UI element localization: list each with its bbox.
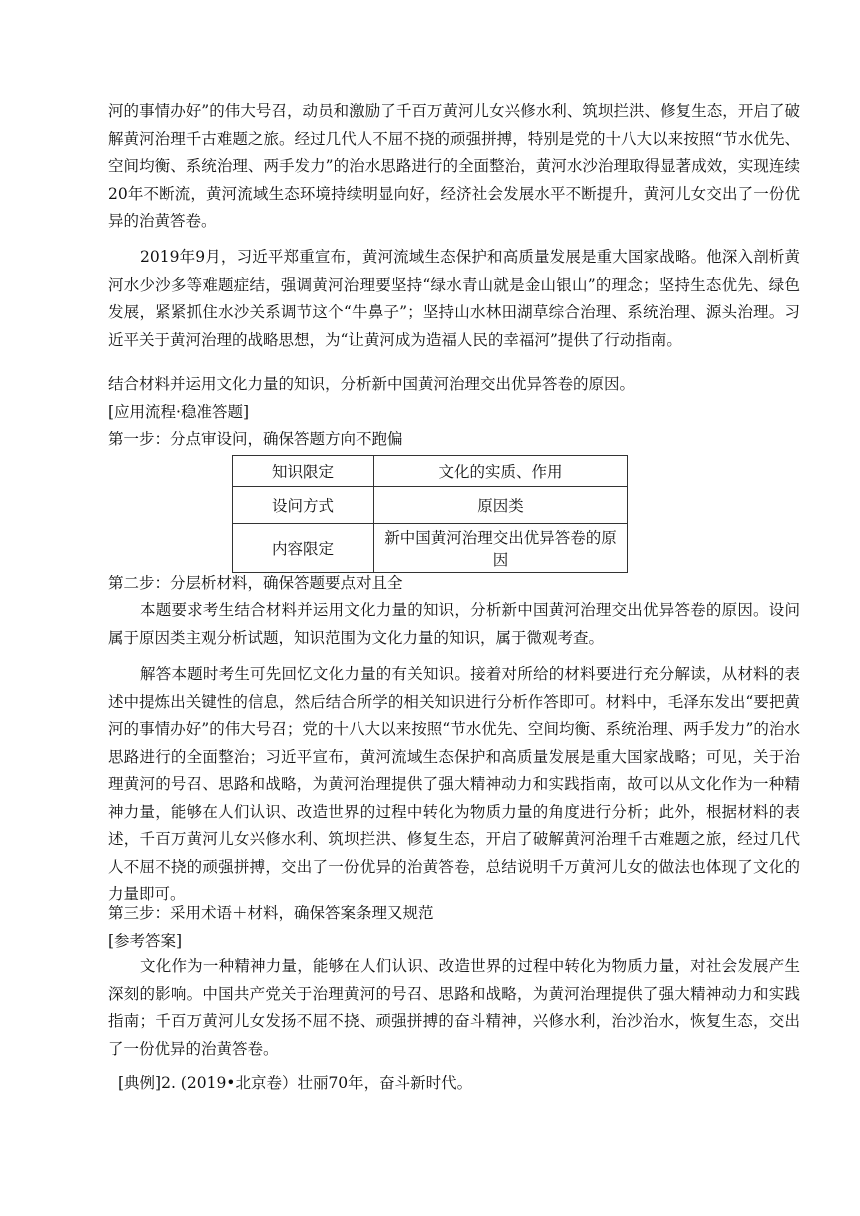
reference-answer-text: 文化作为一种精神力量，能够在人们认识、改造世界的过程中转化为物质力量，对社会发展产生深刻的影响。中国共产党关于治理黄河的号召、思路和战略，为黄河治理提供了强大精神动力和实践指南；千百万黄河儿女发扬不屈不挠、顽强拼搏的奋斗精神，兴修水利，治沙治水，恢复生态，交出了一份优异的治黄答卷。 (108, 957, 800, 1058)
example-heading: [典例]2. (2019•北京卷）壮丽70年，奋斗新时代。 (118, 1074, 473, 1092)
paragraph-material-2: 2019年9月，习近平郑重宣布，黄河流域生态保护和高质量发展是重大国家战略。他深入剖析黄河水少沙多等难题症结，强调黄河治理要坚持“绿水青山就是金山银山”的理念；坚持生态优先、绿色发展，紧紧抓住水沙关系调节这个“牛鼻子”；坚持山水林田湖草综合治理、系统治理、源头治理。习近平关于黄河治理的战略思想，为“让黄河成为造福人民的幸福河”提供了行动指南。 (108, 248, 800, 349)
step3-heading: 第三步：采用术语＋材料，确保答案条理又规范 (108, 904, 434, 922)
table-key-cell: 内容限定 (233, 524, 374, 573)
step1-heading: 第一步：分点审设问，确保答题方向不跑偏 (108, 430, 403, 448)
table-value-cell: 新中国黄河治理交出优异答卷的原因 (374, 524, 628, 573)
table-row (233, 456, 628, 487)
step2-paragraph-1: 本题要求考生结合材料并运用文化力量的知识，分析新中国黄河治理交出优异答卷的原因。设问属于原因类主观分析试题，知识范围为文化力量的知识，属于微观考查。 (108, 601, 800, 647)
table-key-cell: 知识限定 (233, 456, 374, 487)
table-row (233, 487, 628, 524)
table-value-cell: 文化的实质、作用 (374, 456, 628, 487)
table-value-cell: 原因类 (374, 487, 628, 524)
question-analysis-table (232, 455, 628, 573)
step2-paragraph-2: 解答本题时考生可先回忆文化力量的有关知识。接着对所给的材料要进行充分解读，从材料的表述中提炼出关键性的信息，然后结合所学的相关知识进行分析作答即可。材料中，毛泽东发出“要把黄河的事情办好”的伟大号召；党的十八大以来按照“节水优先、空间均衡、系统治理、两手发力”的治水思路进行的全面整治；习近平宣布，黄河流域生态保护和高质量发展是重大国家战略；可见，关于治理黄河的号召、思路和战略，为黄河治理提供了强大精神动力和实践指南，故可以从文化作为一种精神力量，能够在人们认识、改造世界的过程中转化为物质力量的角度进行分析；此外，根据材料的表述，千百万黄河儿女兴修水利、筑坝拦洪、修复生态，开启了破解黄河治理千古难题之旅，经过几代人不屈不挠的顽强拼搏，交出了一份优异的治黄答卷，总结说明千万黄河儿女的做法也体现了文化的力量即可。 (108, 665, 800, 903)
apply-flow-label: [应用流程·稳准答题] (108, 403, 250, 421)
table-row (233, 524, 628, 573)
reference-answer-label: [参考答案] (108, 932, 183, 950)
question-text: 结合材料并运用文化力量的知识，分析新中国黄河治理交出优异答卷的原因。 (108, 375, 636, 393)
paragraph-material-1: 河的事情办好”的伟大号召，动员和激励了千百万黄河儿女兴修水利、筑坝拦洪、修复生态，开启了破解黄河治理千古难题之旅。经过几代人不屈不挠的顽强拼搏，特别是党的十八大以来按照“节水优先、空间均衡、系统治理、两手发力”的治水思路进行的全面整治，黄河水沙治理取得显著成效，实现连续20年不断流，黄河流域生态环境持续明显向好，经济社会发展水平不断提升，黄河儿女交出了一份优异的治黄答卷。 (108, 102, 800, 230)
table-key-cell: 设问方式 (233, 487, 374, 524)
step2-heading: 第二步：分层析材料，确保答题要点对且全 (108, 574, 403, 592)
